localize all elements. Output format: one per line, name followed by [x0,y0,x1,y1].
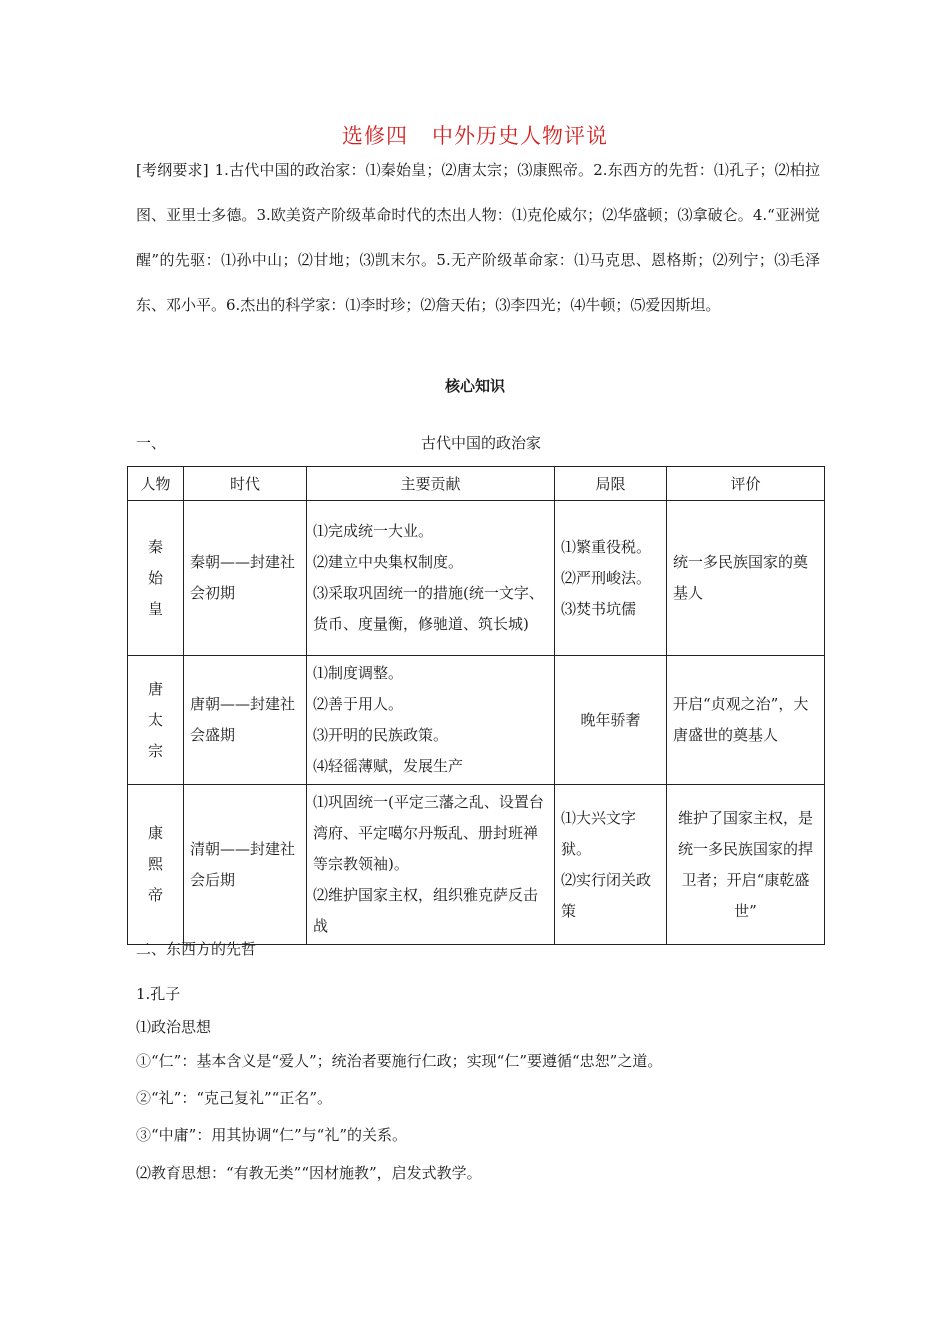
cell-limits: ⑴繁重役税。 ⑵严刑峻法。 ⑶焚书坑儒 [555,501,667,656]
table-row [128,656,825,785]
title-part-1: 选修四 [342,124,408,148]
table-row [128,501,825,656]
subheading-educational-thought: ⑵教育思想：“有教无类”“因材施教”，启发式教学。 [136,1164,482,1182]
cell-limits: ⑴大兴文字狱。 ⑵实行闭关政策 [555,785,667,945]
cell-evaluation: 开启“贞观之治”，大唐盛世的奠基人 [667,656,825,785]
core-knowledge-heading: 核心知识 [444,377,505,395]
table-row [128,785,825,945]
list-item: ③“中庸”：用其协调“仁”与“礼”的关系。 [136,1126,408,1144]
title-part-2: 中外历史人物评说 [432,124,608,148]
header-evaluation: 评价 [667,467,825,501]
page-title [0,120,950,150]
header-era: 时代 [184,467,307,501]
cell-contributions: ⑴制度调整。 ⑵善于用人。 ⑶开明的民族政策。 ⑷轻徭薄赋，发展生产 [307,656,555,785]
cell-limits: 晚年骄奢 [555,656,667,785]
cell-evaluation: 维护了国家主权，是统一多民族国家的捍卫者；开启“康乾盛世” [667,785,825,945]
cell-era: 唐朝——封建社会盛期 [184,656,307,785]
cell-era: 清朝——封建社会后期 [184,785,307,945]
section-1-title: 古代中国的政治家 [420,434,541,452]
subheading-confucius: 1.孔子 [136,985,181,1003]
cell-contributions: ⑴完成统一大业。 ⑵建立中央集权制度。 ⑶采取巩固统一的措施(统一文字、货币、度量衡，修驰道、筑长城) [307,501,555,656]
header-limits: 局限 [555,467,667,501]
header-person: 人物 [128,467,184,501]
statesmen-table [127,466,825,945]
section-2-title: 二、东西方的先哲 [136,940,257,958]
cell-contributions: ⑴巩固统一(平定三藩之乱、设置台湾府、平定噶尔丹叛乱、册封班禅等宗教领袖)。 ⑵维护国家主权，组织雅克萨反击战 [307,785,555,945]
list-item: ②“礼”：“克己复礼”“正名”。 [136,1089,333,1107]
cell-person: 唐太宗 [128,656,184,785]
subheading-political-thought: ⑴政治思想 [136,1018,212,1036]
section-1-number: 一、 [136,434,167,452]
cell-person: 康熙帝 [128,785,184,945]
requirements-label: [考纲要求] [136,161,209,179]
cell-evaluation: 统一多民族国家的奠基人 [667,501,825,656]
header-contributions: 主要贡献 [307,467,555,501]
table-header-row [128,467,825,501]
cell-era: 秦朝——封建社会初期 [184,501,307,656]
cell-person: 秦始皇 [128,501,184,656]
exam-requirements [136,148,820,328]
list-item: ①“仁”：基本含义是“爱人”；统治者要施行仁政；实现“仁”要遵循“忠恕”之道。 [136,1052,663,1070]
requirements-text: 1.古代中国的政治家：⑴秦始皇；⑵唐太宗；⑶康熙帝。2.东西方的先哲：⑴孔子；⑵柏拉图、亚里士多德。3.欧美资产阶级革命时代的杰出人物：⑴克伦威尔；⑵华盛顿；⑶拿破仑。4.“亚洲觉醒”的先驱：⑴孙中山；⑵甘地；⑶凯末尔。5.无产阶级革命家：⑴马克思、恩格斯；⑵列宁；⑶毛泽东、邓小平。6.杰出的科学家：⑴李时珍；⑵詹天佑；⑶李四光；⑷牛顿；⑸爱因斯坦。 [136,161,820,314]
